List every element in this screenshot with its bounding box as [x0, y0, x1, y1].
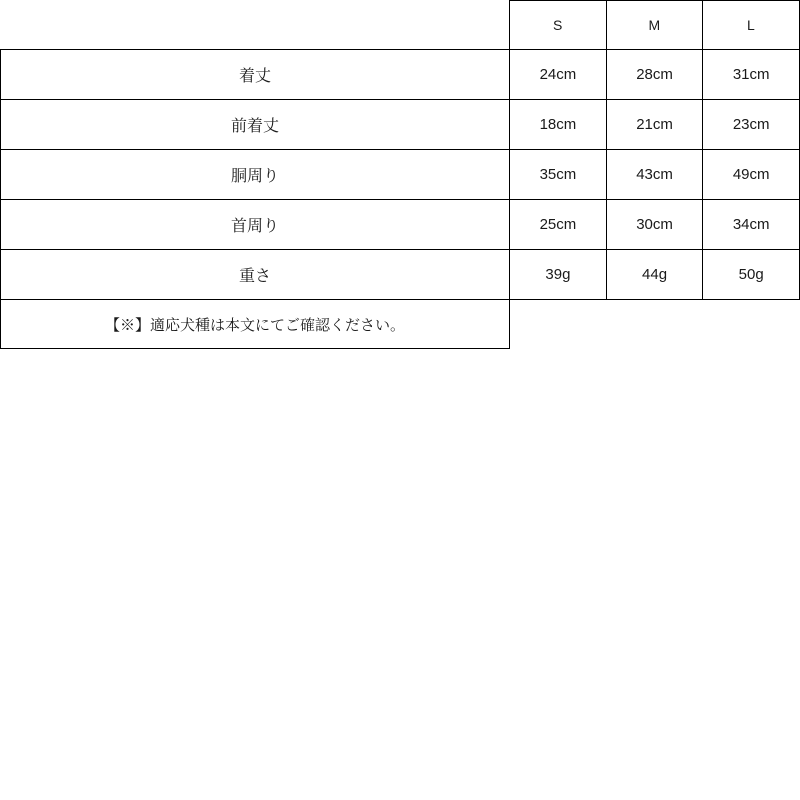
- table-note-row: [1, 300, 800, 349]
- note-empty-cell-m: [606, 300, 703, 349]
- row-label-length: 着丈: [1, 50, 510, 100]
- cell-neck-m: 30cm: [606, 200, 703, 250]
- cell-front-length-l: 23cm: [703, 100, 800, 150]
- cell-weight-s: 39g: [510, 250, 607, 300]
- header-empty-cell: [1, 1, 510, 50]
- table-row: [1, 200, 800, 250]
- cell-length-s: 24cm: [510, 50, 607, 100]
- row-label-neck: 首周り: [1, 200, 510, 250]
- header-size-s: S: [510, 1, 607, 50]
- row-label-chest: 胴周り: [1, 150, 510, 200]
- table-header-row: [1, 1, 800, 50]
- row-label-weight: 重さ: [1, 250, 510, 300]
- row-label-front-length: 前着丈: [1, 100, 510, 150]
- size-chart-table: [0, 0, 800, 349]
- cell-neck-l: 34cm: [703, 200, 800, 250]
- table-row: [1, 150, 800, 200]
- cell-neck-s: 25cm: [510, 200, 607, 250]
- header-size-m: M: [606, 1, 703, 50]
- cell-chest-l: 49cm: [703, 150, 800, 200]
- table-row: [1, 50, 800, 100]
- cell-weight-l: 50g: [703, 250, 800, 300]
- cell-length-l: 31cm: [703, 50, 800, 100]
- cell-weight-m: 44g: [606, 250, 703, 300]
- cell-length-m: 28cm: [606, 50, 703, 100]
- table-row: [1, 100, 800, 150]
- table-note: 【※】適応犬種は本文にてご確認ください。: [1, 300, 510, 349]
- note-empty-cell-s: [510, 300, 607, 349]
- header-size-l: L: [703, 1, 800, 50]
- cell-chest-m: 43cm: [606, 150, 703, 200]
- note-empty-cell-l: [703, 300, 800, 349]
- cell-front-length-m: 21cm: [606, 100, 703, 150]
- cell-chest-s: 35cm: [510, 150, 607, 200]
- table-row: [1, 250, 800, 300]
- cell-front-length-s: 18cm: [510, 100, 607, 150]
